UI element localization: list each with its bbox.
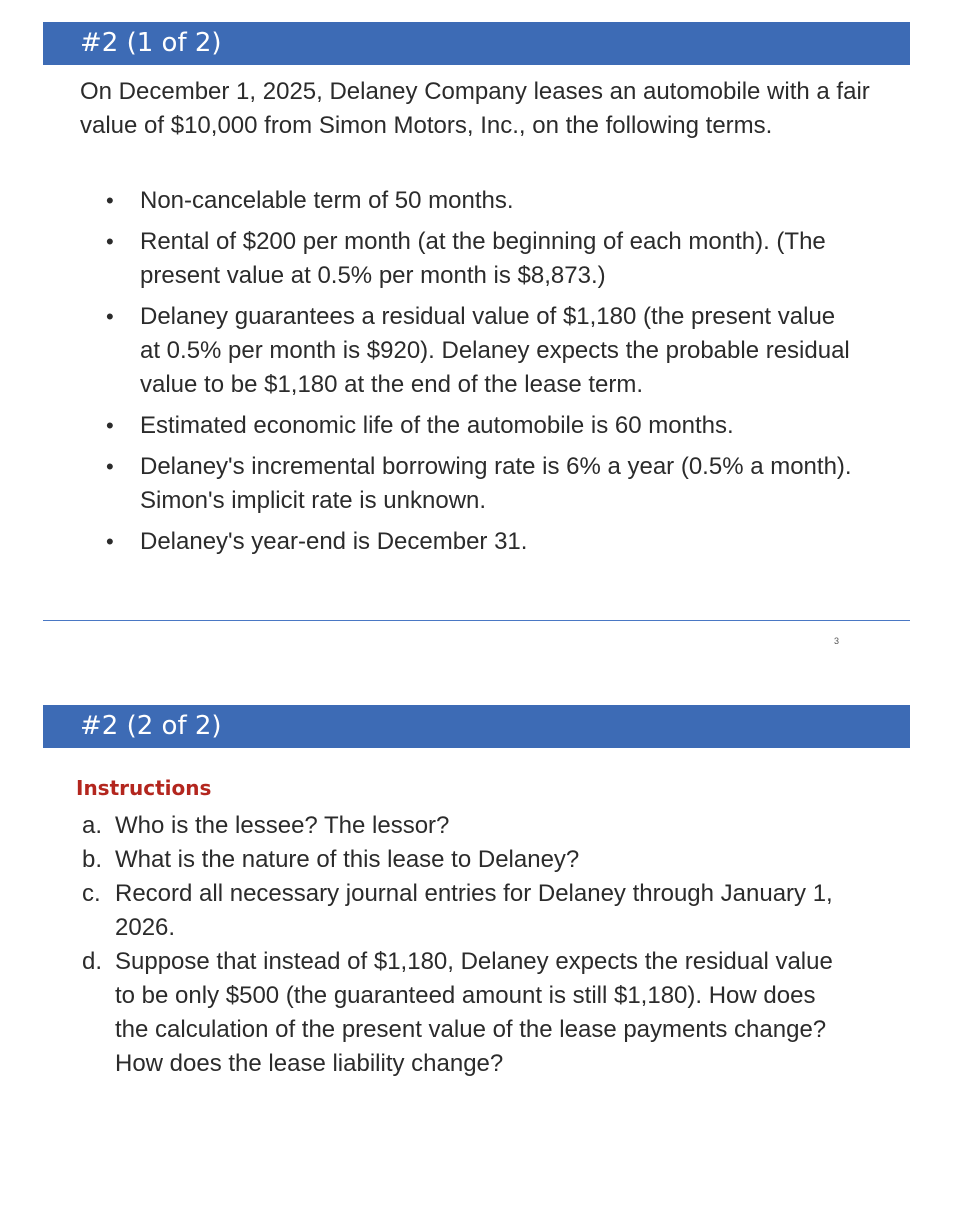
lease-term-item <box>0 225 860 293</box>
lease-term-text: Estimated economic life of the automobile is 60 months. <box>140 412 734 439</box>
bullet-marker: • <box>106 229 114 254</box>
intro-paragraph: On December 1, 2025, Delaney Company leases an automobile with a fair value of $10,000 from Simon Motors, Inc., on the following terms. <box>80 78 870 139</box>
lease-term-text: Rental of $200 per month (at the beginning of each month). (The present value at 0.5% per month is $8,873.) <box>140 228 826 289</box>
instruction-text: What is the nature of this lease to Delaney? <box>115 846 580 873</box>
instruction-item <box>0 809 845 843</box>
lease-term-text: Delaney guarantees a residual value of $1,180 (the present value at 0.5% per month is $920). Delaney expects the probable residual value to be $1,180 at the end of the lease term. <box>140 303 850 398</box>
bullet-marker: • <box>106 529 114 554</box>
instruction-item <box>0 945 845 1081</box>
lease-term-item <box>0 300 860 402</box>
lease-term-text: Delaney's year-end is December 31. <box>140 528 528 555</box>
lease-term-item <box>0 525 860 559</box>
instruction-letter: a. <box>82 812 103 839</box>
lease-term-text: Non-cancelable term of 50 months. <box>140 187 514 214</box>
instruction-item <box>0 877 845 945</box>
lease-term-item <box>0 409 860 443</box>
lease-term-item <box>0 184 860 218</box>
instruction-letter: d. <box>82 948 103 975</box>
instruction-item <box>0 843 845 877</box>
slide-2-header: #2 (2 of 2) <box>43 705 910 748</box>
instruction-text: Who is the lessee? The lessor? <box>115 812 450 839</box>
instructions-heading: Instructions <box>76 776 212 800</box>
instructions-list <box>0 809 963 1081</box>
instruction-text: Record all necessary journal entries for Delaney through January 1, 2026. <box>115 880 833 941</box>
lease-term-text: Delaney's incremental borrowing rate is 6% a year (0.5% a month). Simon's implicit rate is unknown. <box>140 453 852 514</box>
instruction-letter: b. <box>82 846 103 873</box>
instruction-text: Suppose that instead of $1,180, Delaney expects the residual value to be only $500 (the guaranteed amount is still $1,180). How does the calculation of the present value of the lease payments change? How does the lease liability change? <box>115 948 833 1077</box>
bullet-marker: • <box>106 454 114 479</box>
lease-term-item <box>0 450 860 518</box>
instruction-letter: c. <box>82 880 101 907</box>
lease-terms-list <box>0 184 963 566</box>
bullet-marker: • <box>106 304 114 329</box>
bullet-marker: • <box>106 413 114 438</box>
bullet-marker: • <box>106 188 114 213</box>
slide-number: 3 <box>834 636 840 646</box>
slide-divider <box>43 620 910 621</box>
slide-1-header: #2 (1 of 2) <box>43 22 910 65</box>
